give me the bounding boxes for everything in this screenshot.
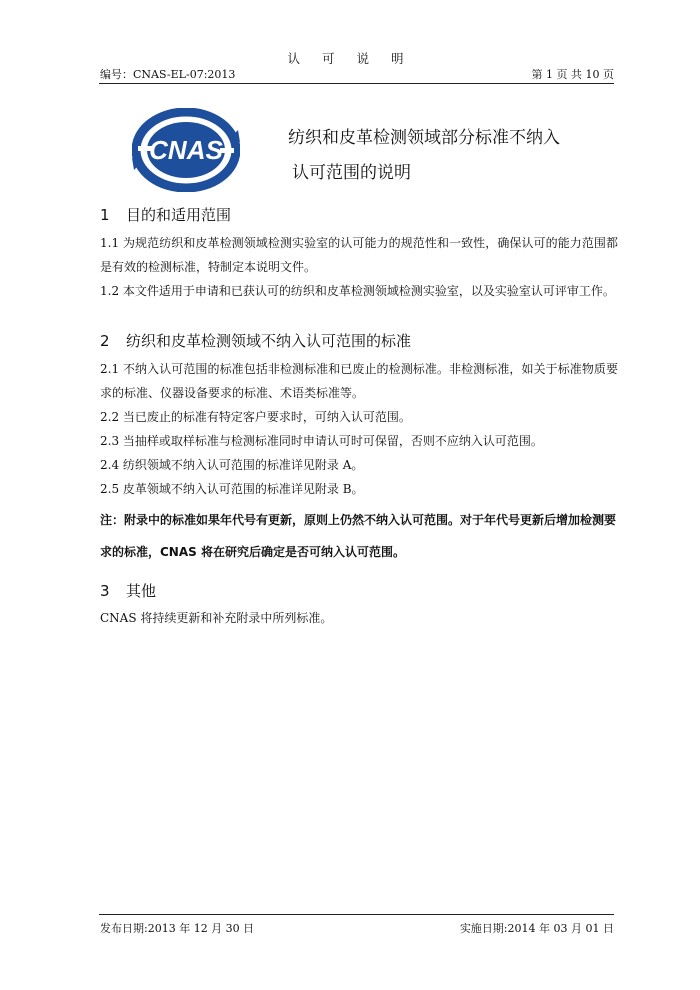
- cnas-logo: [132, 108, 240, 192]
- paragraph-2-3: 2.3 当抽样或取样标准与检测标准同时申请认可时可保留，否则不应纳入认可范围。: [100, 434, 543, 448]
- issue-date: 发布日期:2013 年 12 月 30 日: [100, 922, 255, 935]
- paragraph-3-1: CNAS 将持续更新和补充附录中所列标准。: [100, 611, 333, 625]
- title-line-1: 纺织和皮革检测领域部分标准不纳入: [288, 128, 560, 148]
- logo-text: CNAS: [149, 135, 223, 165]
- paragraph-2-1: 2.1 不纳入认可范围的标准包括非检测标准和已废止的检测标准。非检测标准，如关于标准物质要求的标准、仪器设备要求的标准、术语类标准等。: [100, 362, 618, 400]
- section-2-heading: 2 纺织和皮革检测领域不纳入认可范围的标准: [100, 332, 412, 350]
- page-info: 第 1 页 共 10 页: [531, 68, 614, 81]
- section-3-heading: 3 其他: [100, 582, 157, 600]
- title-line-2: 认可范围的说明: [292, 163, 411, 183]
- section-2-note: 注：附录中的标准如果年代号有更新，原则上仍然不纳入认可范围。对于年代号更新后增加检测要求的标准，CNAS 将在研究后确定是否可纳入认可范围。: [100, 513, 617, 559]
- document-title: [288, 128, 560, 183]
- effective-date: 实施日期:2014 年 03 月 01 日: [459, 922, 614, 935]
- paragraph-1-1: 1.1 为规范纺织和皮革检测领域检测实验室的认可能力的规范性和一致性，确保认可的能力范围都是有效的检测标准，特制定本说明文件。: [100, 236, 618, 274]
- header-title: 认 可 说 明: [287, 51, 413, 66]
- paragraph-2-2: 2.2 当已废止的标准有特定客户要求时，可纳入认可范围。: [100, 410, 411, 424]
- footer-divider: [99, 914, 614, 915]
- paragraph-2-4: 2.4 纺织领域不纳入认可范围的标准详见附录 A。: [100, 458, 364, 472]
- section-1-heading: 1 目的和适用范围: [100, 206, 232, 224]
- paragraph-2-5: 2.5 皮革领域不纳入认可范围的标准详见附录 B。: [100, 482, 364, 496]
- document-number: 编号：CNAS-EL-07:2013: [100, 68, 236, 81]
- header-divider: [99, 83, 614, 84]
- paragraph-1-2: 1.2 本文件适用于申请和已获认可的纺织和皮革检测领域检测实验室，以及实验室认可评审工作。: [100, 284, 615, 298]
